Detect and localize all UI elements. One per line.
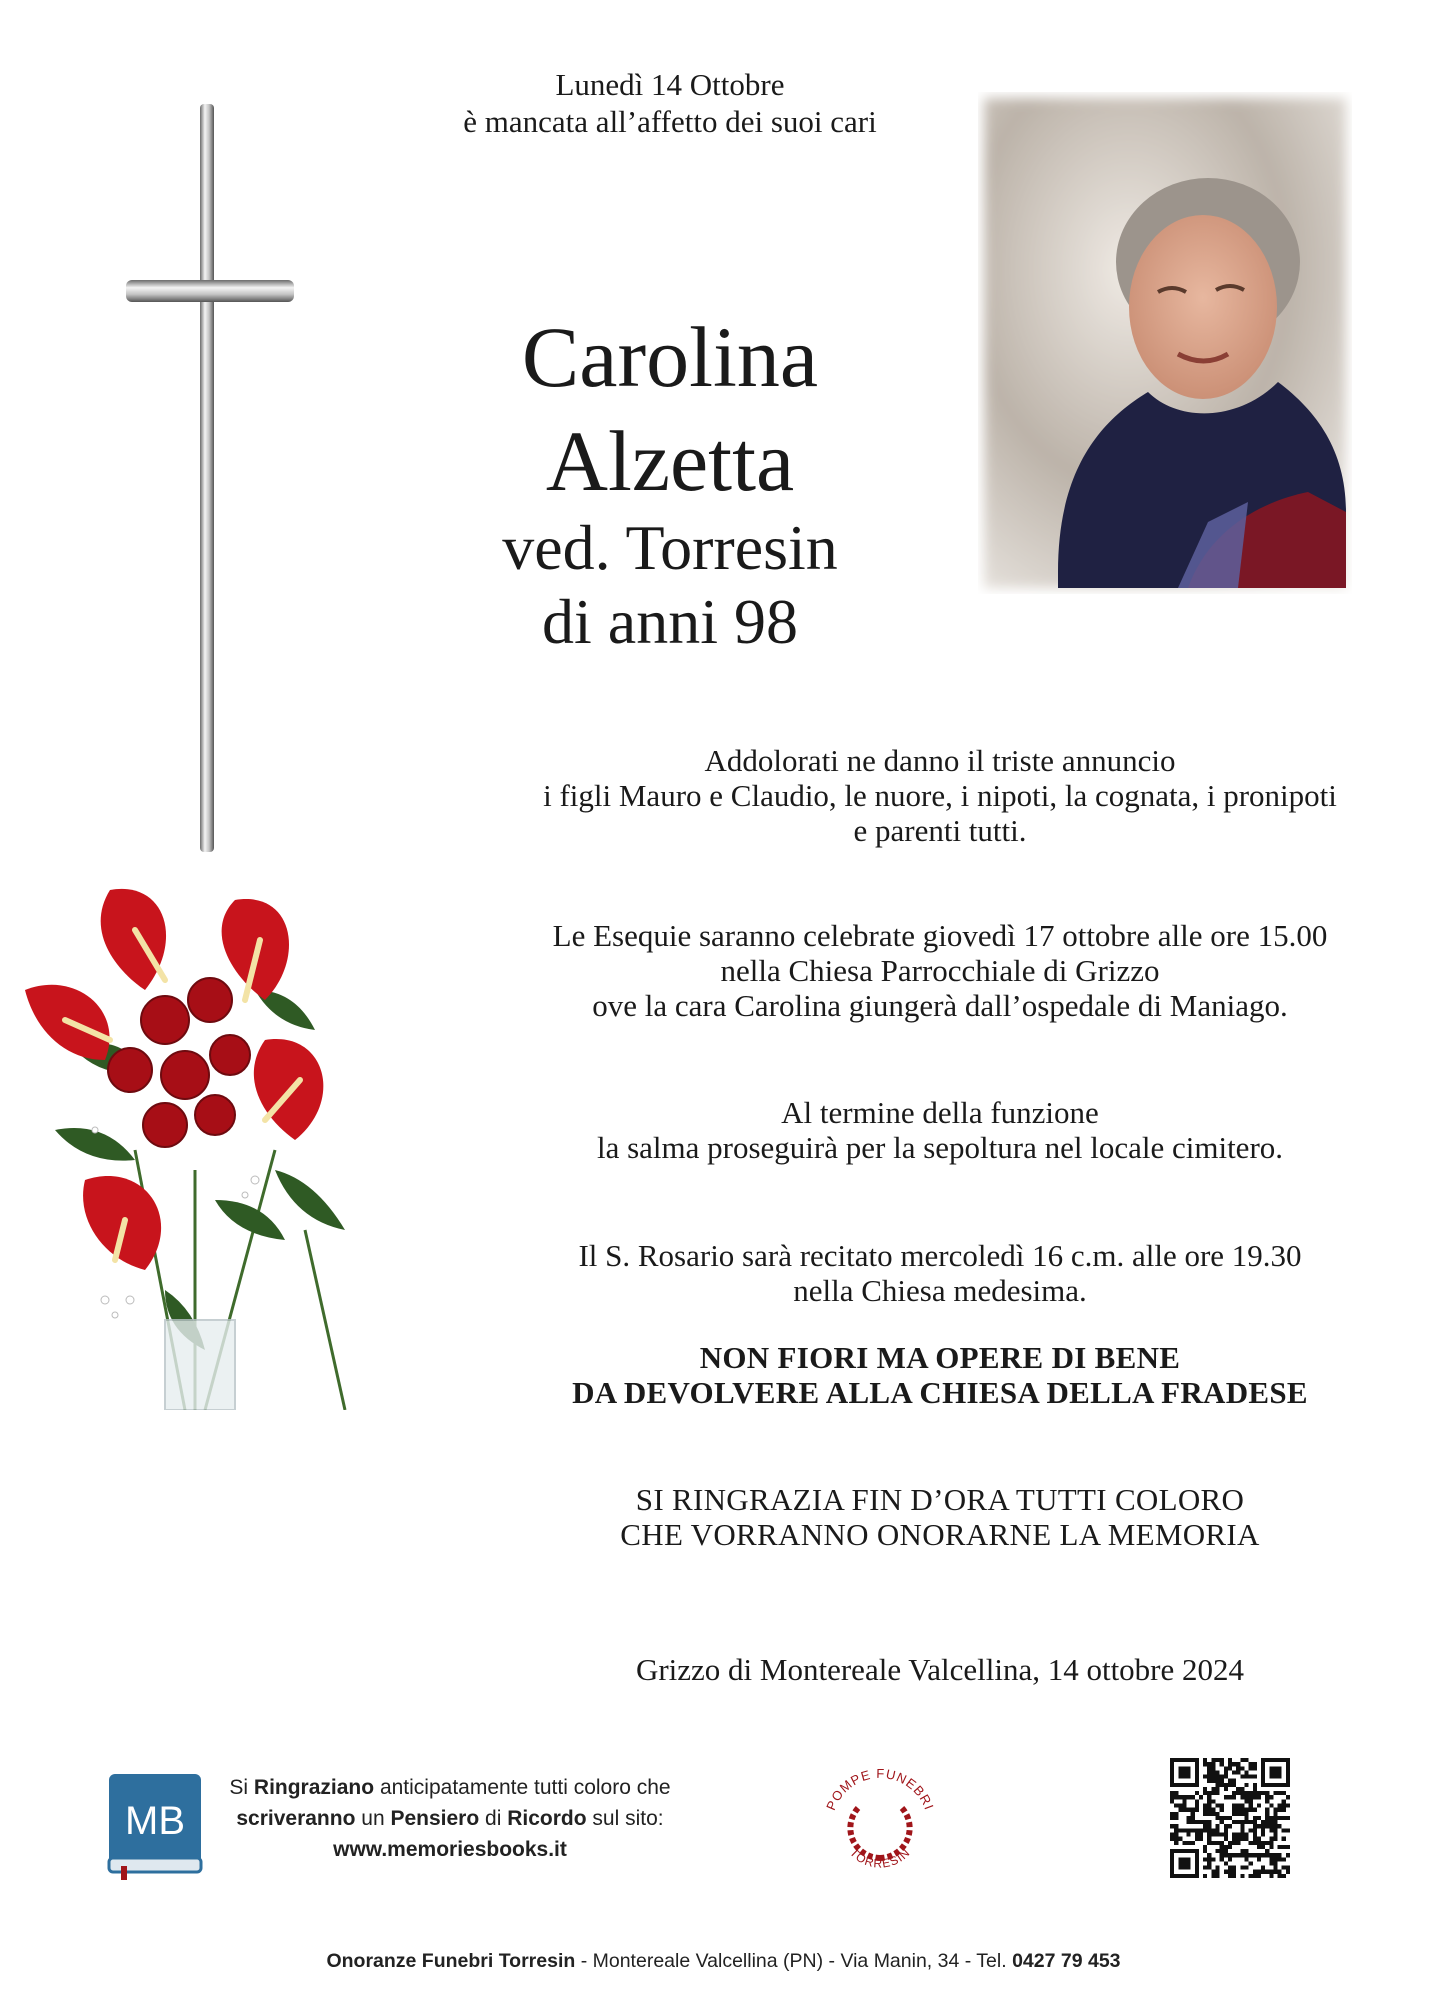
footer-contact (0, 1950, 1447, 1973)
footer-address: - Montereale Valcellina (PN) - Via Manin, 34 - Tel. (575, 1950, 1013, 1972)
last-name: Alzetta (545, 413, 795, 509)
rosary-line: Il S. Rosario sarà recitato mercoledì 16 c.m. alle ore 19.30 (578, 1238, 1302, 1273)
funeral-line: ove la cara Carolina giungerà dall’ospedale di Maniago. (592, 988, 1288, 1023)
no-flowers-line: DA DEVOLVERE ALLA CHIESA DELLA FRADESE (572, 1375, 1308, 1410)
thanks-note (420, 1482, 1447, 1552)
thanks-line: SI RINGRAZIA FIN D’ORA TUTTI COLORO (635, 1482, 1245, 1517)
footer-phone[interactable]: 0427 79 453 (1012, 1950, 1121, 1972)
memoriesbooks-logo-icon (105, 1772, 205, 1882)
mb-word: Si (229, 1776, 249, 1799)
memoriesbooks-message (210, 1772, 690, 1865)
announcement-line: Addolorati ne danno il triste annuncio (704, 743, 1176, 778)
svg-text:TORRESIN (847, 1845, 913, 1870)
announcement-line: i figli Mauro e Claudio, le nuore, i nipoti, la cognata, i pronipoti (543, 778, 1337, 813)
footer-company: Onoranze Funebri Torresin (326, 1950, 576, 1972)
mb-word: di (485, 1807, 502, 1830)
cross-icon (122, 100, 302, 860)
burial-paragraph (420, 1095, 1447, 1165)
mb-word: un (361, 1807, 385, 1830)
logo-top-text: POMPE FUNEBRI (823, 1765, 937, 1813)
logo-bottom-text: TORRESIN (846, 1845, 914, 1871)
mb-word: sul sito: (592, 1807, 664, 1830)
announcement-paragraph (420, 743, 1447, 848)
first-name: Carolina (521, 309, 819, 405)
portrait-photo (978, 92, 1352, 594)
intro-line: è mancata all’affetto dei suoi cari (463, 104, 877, 139)
widow-of: ved. Torresin (502, 512, 838, 583)
thanks-line: CHE VORRANNO ONORARNE LA MEMORIA (620, 1517, 1260, 1552)
death-date: Lunedì 14 Ottobre (555, 67, 785, 102)
place-and-date: Grizzo di Montereale Valcellina, 14 ottobre 2024 (635, 1652, 1245, 1687)
mb-word-bold: Pensiero (390, 1807, 480, 1830)
rosary-line: nella Chiesa medesima. (793, 1273, 1087, 1308)
announcement-line: e parenti tutti. (853, 813, 1027, 848)
qr-code-icon[interactable] (1170, 1758, 1290, 1878)
mb-word-bold: Ringraziano (253, 1776, 375, 1799)
intro-text (330, 66, 1010, 140)
mb-word-bold: scriveranno (236, 1807, 356, 1830)
funeral-line: Le Esequie saranno celebrate giovedì 17 ottobre alle ore 15.00 (552, 918, 1328, 953)
pompe-funebri-torresin-logo-icon (820, 1758, 940, 1888)
burial-line: la salma proseguirà per la sepoltura nel locale cimitero. (596, 1130, 1284, 1165)
mb-word: anticipatamente tutti coloro che (379, 1776, 671, 1799)
mb-word-bold: Ricordo (507, 1807, 587, 1830)
burial-line: Al termine della funzione (781, 1095, 1099, 1130)
mb-logo-letters: MB (125, 1799, 185, 1843)
no-flowers-note (420, 1340, 1447, 1410)
rosary-paragraph (420, 1238, 1447, 1308)
no-flowers-line: NON FIORI MA OPERE DI BENE (699, 1340, 1181, 1375)
age: di anni 98 (542, 586, 798, 657)
svg-text:POMPE FUNEBRI (823, 1766, 937, 1812)
flower-bouquet-icon (15, 870, 375, 1410)
deceased-name-block (390, 305, 950, 659)
funeral-line: nella Chiesa Parrocchiale di Grizzo (720, 953, 1160, 988)
memoriesbooks-url[interactable]: www.memoriesbooks.it (333, 1838, 567, 1861)
funeral-paragraph (420, 918, 1447, 1023)
